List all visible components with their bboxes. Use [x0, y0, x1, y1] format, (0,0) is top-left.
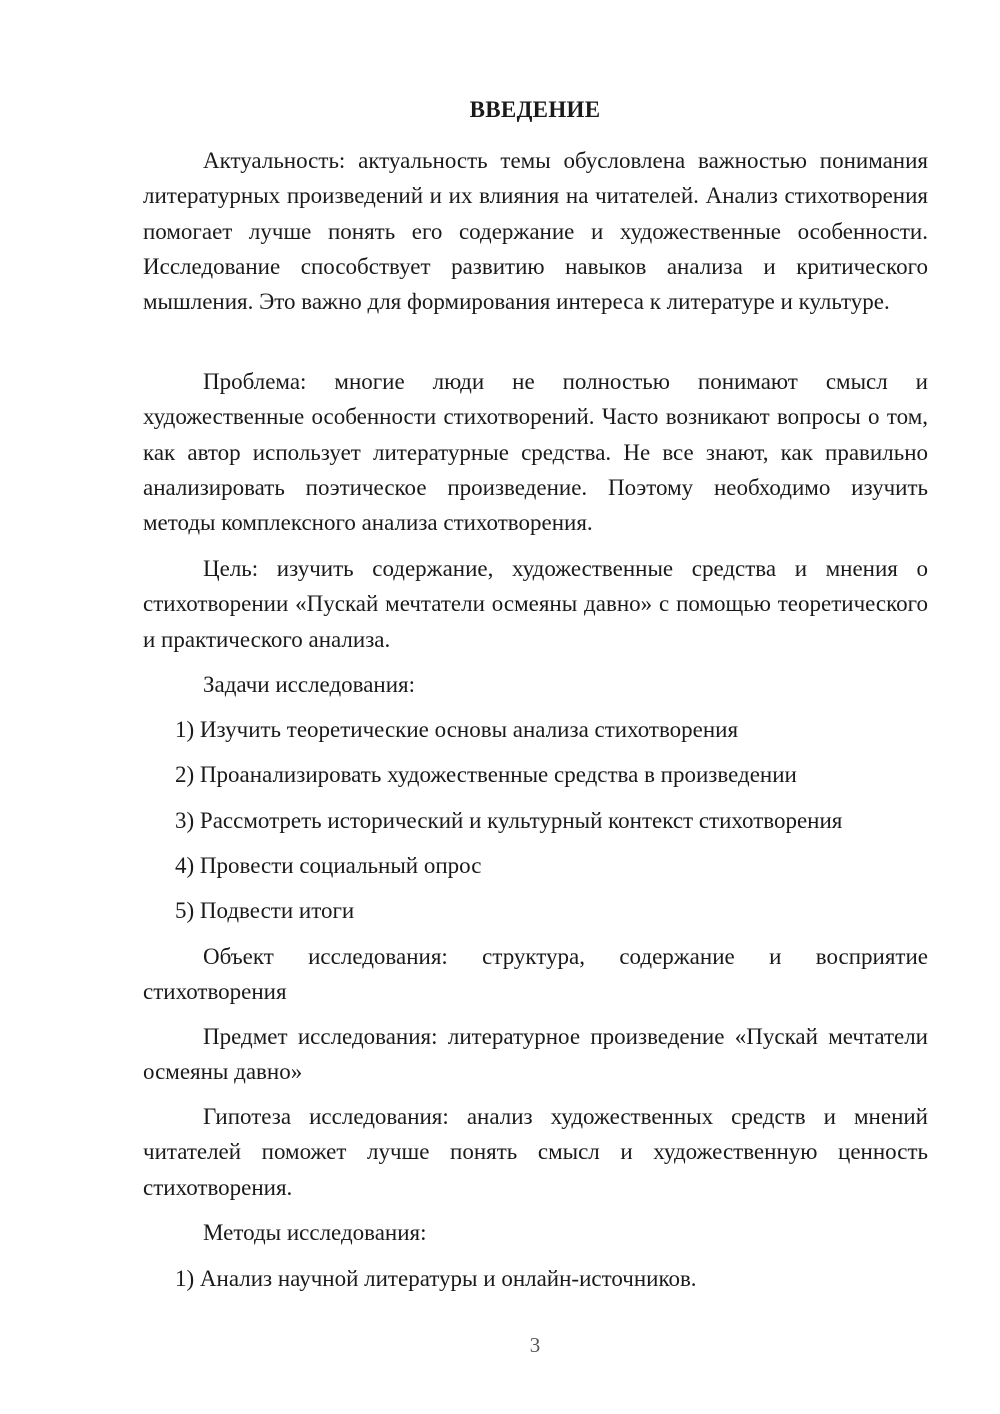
paragraph-subject: Предмет исследования: литературное произведение «Пускай мечтатели осмеяны давно»	[143, 1024, 928, 1085]
paragraph-problem: Проблема: многие люди не полностью понимают смысл и художественные особенности стихотворений. Часто возникают вопросы о том, как автор использует литературные средства. Не все знают, как правильно анализировать поэтическое произведение. Поэтому необходимо изучить методы комплексного анализа стихотворения.	[143, 369, 928, 536]
methods-heading: Методы исследования:	[203, 1220, 427, 1245]
task-item-4: 4) Провести социальный опрос	[175, 853, 482, 878]
paragraph-relevance: Актуальность: актуальность темы обусловлена важностью понимания литературных произведений и их влияния на читателей. Анализ стихотворения помогает лучше понять его содержание и художественные особенности. Исследование способствует развитию навыков анализа и критического мышления. Это важно для формирования интереса к литературе и культуре.	[143, 148, 928, 315]
task-item-5: 5) Подвести итоги	[175, 898, 355, 923]
task-item-2: 2) Проанализировать художественные средства в произведении	[175, 762, 797, 787]
paragraph-goal: Цель: изучить содержание, художественные средства и мнения о стихотворении «Пускай мечтатели осмеяны давно» с помощью теоретического и практического анализа.	[143, 556, 928, 652]
task-item-1: 1) Изучить теоретические основы анализа стихотворения	[175, 717, 739, 742]
paragraph-hypothesis: Гипотеза исследования: анализ художественных средств и мнений читателей поможет лучше понять смысл и художественную ценность стихотворения.	[143, 1104, 928, 1200]
page-number: 3	[529, 1333, 541, 1357]
task-item-3: 3) Рассмотреть исторический и культурный контекст стихотворения	[175, 808, 843, 833]
paragraph-object: Объект исследования: структура, содержание и восприятие стихотворения	[143, 944, 928, 1005]
page-title: ВВЕДЕНИЕ	[469, 97, 601, 122]
method-item-1: 1) Анализ научной литературы и онлайн-источников.	[175, 1266, 697, 1291]
tasks-heading: Задачи исследования:	[203, 672, 416, 697]
